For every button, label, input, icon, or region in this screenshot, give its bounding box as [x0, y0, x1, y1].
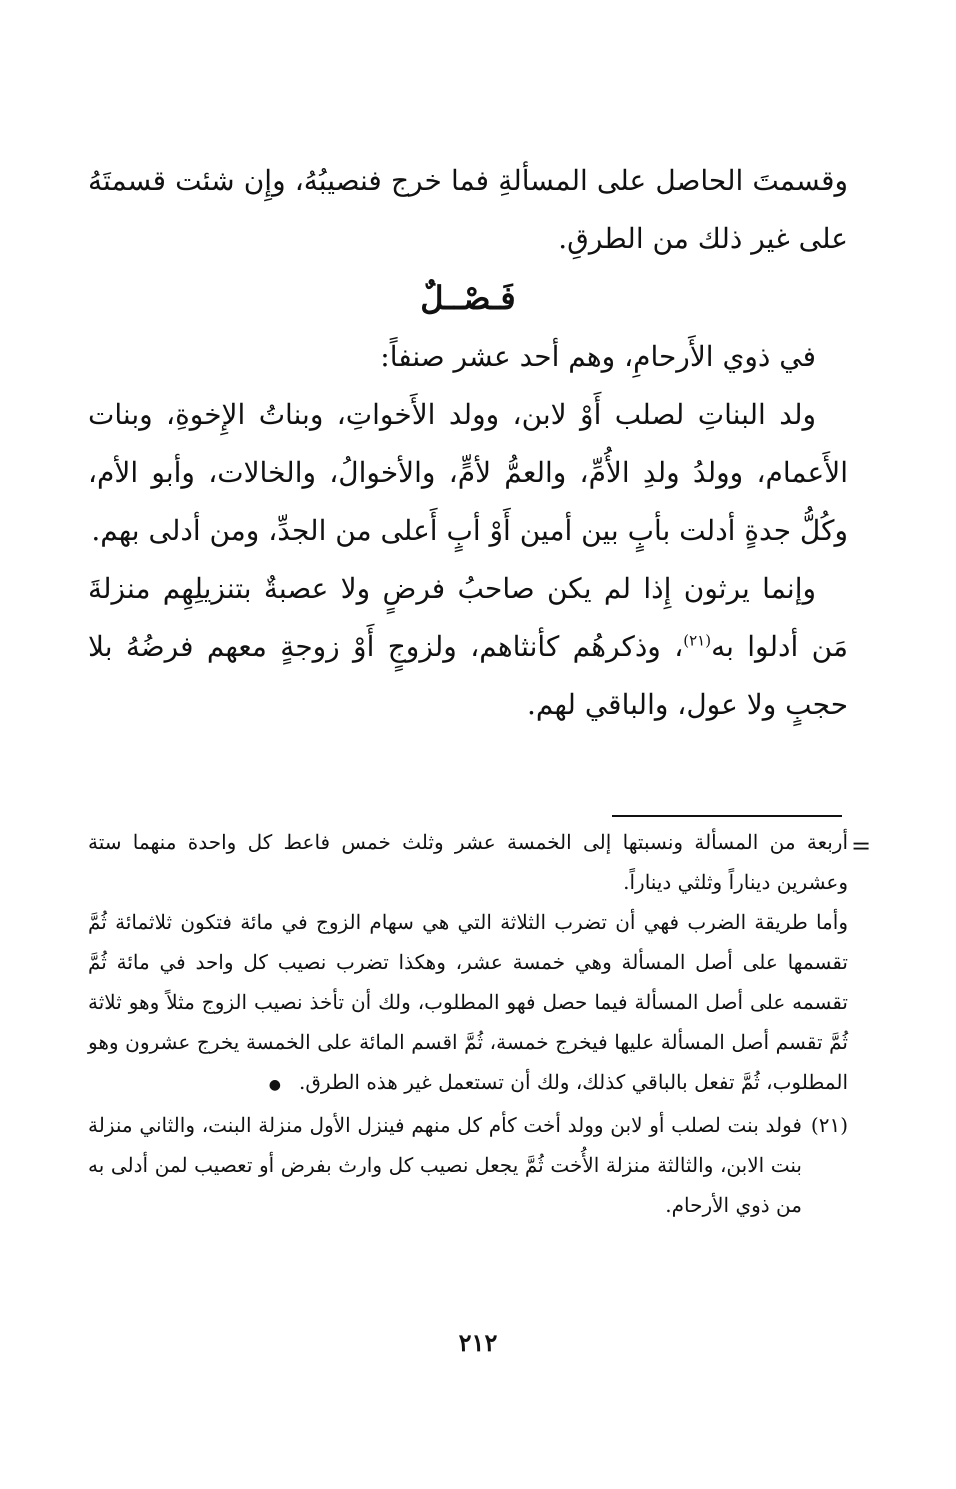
footnote-21: [88, 1105, 848, 1225]
page-number: ٢١٢: [458, 1328, 498, 1357]
section-heading: فَـصْــلٌ: [420, 279, 516, 317]
main-text: [88, 152, 848, 734]
paragraph-inheritance-part1: وإنما يرثون إِذا لم يكن صاحبُ فرضٍ ولا عصبةٌ بتنزيلِهِم منزلةَ مَن أدلوا به: [88, 572, 848, 663]
footnotes: [88, 822, 848, 1225]
paragraph-inheritance: [88, 560, 848, 734]
footnote-separator: [612, 815, 842, 817]
footnote-21-number: (٢١): [810, 1113, 848, 1137]
paragraph-inheritance-part2: ، وذكرهُم كأنثاهم، ولزوجٍ أَوْ زوجةٍ معهم فرضُهُ بلا حجبٍ ولا عول، والباقي لهم.: [88, 630, 848, 721]
paragraph-dhawi-al-arham: في ذوي الأَرحامِ، وهم أحد عشر صنفاً:: [380, 340, 816, 373]
footnote-continuation-paragraph-2: [88, 902, 848, 1105]
intro-paragraph: وقسمتَ الحاصل على المسألةِ فما خرج فنصيبُهُ، وإِن شئت قسمتَهُ على غير ذلك من الطرقِ.: [88, 164, 848, 255]
footnote-reference-21[interactable]: (٢١): [683, 631, 712, 650]
footnote-continuation-mark: =: [850, 832, 872, 860]
footnote-continuation-paragraph-1: أربعة من المسألة ونسبتها إلى الخمسة عشر وثلث خمس فاعط كل واحدة منهما ستة وعشرين ديناراً وثلثي ديناراً.: [88, 830, 848, 894]
footnote-21-text: فولد بنت لصلب أو لابن وولد أخت كأم كل منهم فينزل الأول منزلة البنت، والثاني منزلة بنت الابن، والثالثة منزلة الأُخت ثُمَّ يجعل نصيب كل وارث بفرض أو تعصيب لمن أدلى به من ذوي الأرحام.: [88, 1113, 802, 1217]
footnote-end-mark: ●: [268, 1077, 281, 1093]
paragraph-categories: ولد البناتِ لصلب أَوْ لابن، وولد الأَخواتِ، وبناتُ الإِخوةِ، وبنات الأَعمام، وولدُ ولدِ الأُمِّ، والعمُّ لأمٍّ، والأخوالُ، والخالات، وأبو الأم، وكُلُّ جدةٍ أدلت بأبٍ بين أمين أَوْ أبٍ أَعلى من الجدِّ، ومن أدلى بهم.: [88, 398, 848, 547]
footnote-continuation-paragraph-2-text: وأما طريقة الضرب فهي أن تضرب الثلاثة التي هي سهام الزوج في مائة فتكون ثلاثمائة ثُمَّ تقسمها على أصل المسألة وهي خمسة عشر، وهكذا تضرب نصيب كل واحد في مائة ثُمَّ تقسمه على أصل المسألة فيما حصل فهو المطلوب، ولك أن تأخذ نصيب الزوج مثلاً وهو ثلاثة ثُمَّ تقسم أصل المسألة عليها فيخرج خمسة، ثُمَّ اقسم المائة على الخمسة يخرج عشرون وهو المطلوب، ثُمَّ تفعل بالباقي كذلك، ولك أن تستعمل غير هذه الطرق.: [88, 910, 848, 1094]
